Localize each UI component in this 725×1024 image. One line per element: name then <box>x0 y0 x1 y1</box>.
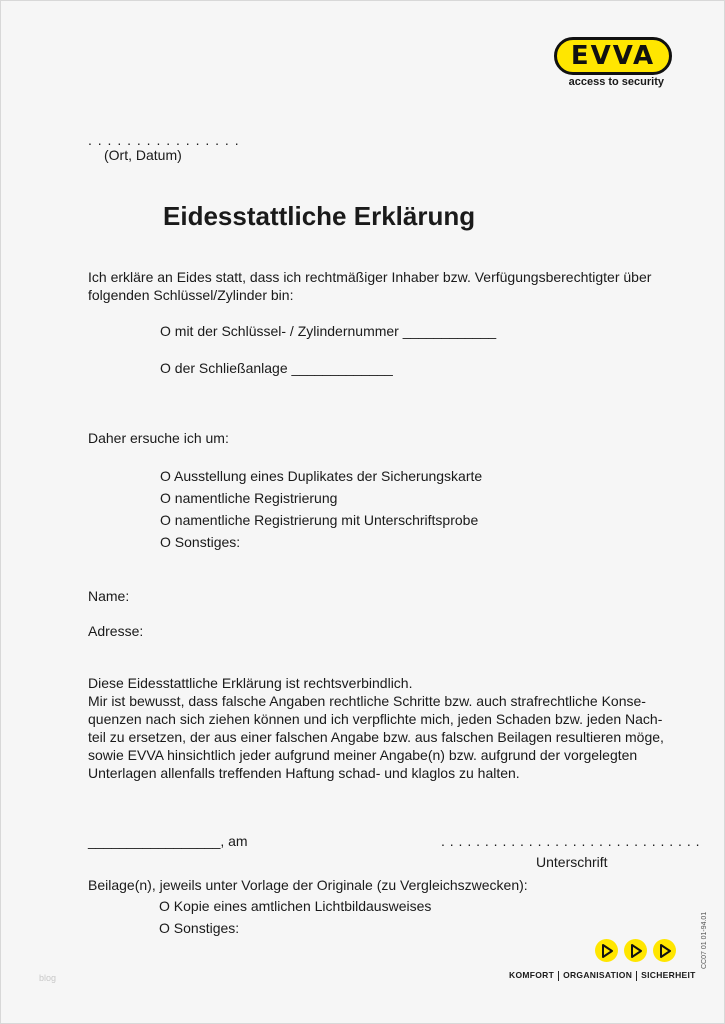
attachments-label: Beilage(n), jeweils unter Vorlage der Originale (zu Vergleichszwecken): <box>88 877 528 893</box>
attachment-option: O Kopie eines amtlichen Lichtbildausweises <box>159 898 432 914</box>
footer-claims <box>509 970 696 981</box>
logo-tagline: access to security <box>568 76 664 88</box>
document-code: CC07 01 01-94.01 <box>701 911 708 969</box>
request-option: O namentliche Registrierung <box>160 490 338 506</box>
play-arrow-icon <box>595 939 618 962</box>
request-option: O Sonstiges: <box>160 534 241 550</box>
footer-item: SICHERHEIT <box>641 970 696 980</box>
legal-text <box>88 674 678 782</box>
intro-line: folgenden Schlüssel/Zylinder bin: <box>88 287 294 303</box>
legal-line: Unterlagen allenfalls treffenden Haftung schad- und klaglos zu halten. <box>88 765 520 781</box>
footer-divider <box>558 971 559 981</box>
holder-option-key-number: O mit der Schlüssel- / Zylindernummer ____________ <box>160 323 497 339</box>
attachment-option: O Sonstiges: <box>159 920 240 936</box>
name-label: Name: <box>88 588 130 604</box>
play-arrow-icon <box>653 939 676 962</box>
request-label: Daher ersuche ich um: <box>88 430 229 446</box>
logo-text: EVVA <box>570 41 656 71</box>
signature-date-line: _________________, am <box>88 833 248 849</box>
intro-line: Ich erkläre an Eides statt, dass ich rechtmäßiger Inhaber bzw. Verfügungsberechtigter über <box>88 269 652 285</box>
signature-dots: . . . . . . . . . . . . . . . . . . . . . . . . . . . . . . <box>441 833 700 849</box>
footer-item: ORGANISATION <box>563 970 633 980</box>
signature-label: Unterschrift <box>536 854 608 870</box>
address-label: Adresse: <box>88 623 144 639</box>
request-option: O Ausstellung eines Duplikates der Sicherungskarte <box>160 468 483 484</box>
place-date-label: (Ort, Datum) <box>104 147 182 163</box>
document-title: Eidesstattliche Erklärung <box>163 201 476 231</box>
footer-item: KOMFORT <box>509 970 555 980</box>
request-options <box>160 465 482 553</box>
request-option: O namentliche Registrierung mit Unterschriftsprobe <box>160 512 479 528</box>
attachment-options <box>159 895 431 939</box>
legal-line: sowie EVVA hinsichtlich jeder aufgrund meiner Angabe(n) bzw. aufgrund der vorgelegten <box>88 747 638 763</box>
footer-divider <box>636 971 637 981</box>
watermark: blog <box>39 973 57 983</box>
place-date-dots: . . . . . . . . . . . . . . . . <box>88 132 240 148</box>
legal-line: Mir ist bewusst, dass falsche Angaben rechtliche Schritte bzw. auch strafrechtliche Konse- <box>88 693 646 709</box>
brand-arrows <box>595 939 676 962</box>
holder-option-system: O der Schließanlage _____________ <box>160 360 393 376</box>
play-arrow-icon <box>624 939 647 962</box>
legal-line: teil zu ersetzen, der aus einer falschen Angabe bzw. aus falschen Beilagen resultieren möge, <box>88 729 664 745</box>
logo-badge <box>554 37 672 75</box>
intro-text <box>88 268 678 304</box>
legal-line: quenzen nach sich ziehen können und ich verpflichte mich, jeden Schaden bzw. jeden Nach- <box>88 711 663 727</box>
evva-logo <box>554 37 678 88</box>
legal-line: Diese Eidesstattliche Erklärung ist rechtsverbindlich. <box>88 675 413 691</box>
